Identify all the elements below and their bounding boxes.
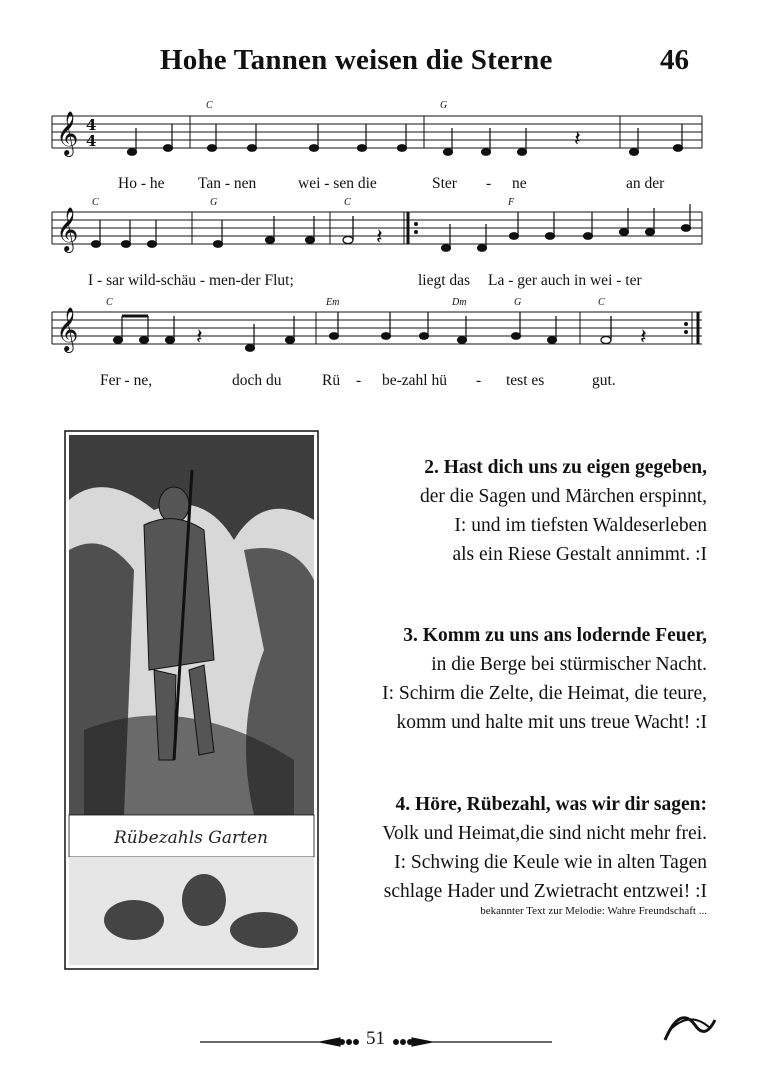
staff-line-3 <box>52 312 702 344</box>
chord: Dm <box>452 297 467 308</box>
stanza-line: komm und halte mit uns treue Wacht! :I <box>396 712 707 733</box>
lyric: an der <box>626 175 665 192</box>
stanza-line: I: Schwing die Keule wie in alten Tagen <box>394 852 707 873</box>
svg-text:𝄽: 𝄽 <box>196 325 203 350</box>
sheet-music <box>0 0 762 400</box>
chord: C <box>598 297 605 308</box>
lyric: Tan - nen <box>198 175 257 192</box>
lyric: - <box>356 372 362 389</box>
stanza-line: der die Sagen und Märchen erspinnt, <box>420 486 707 507</box>
lyric: liegt das <box>418 272 471 289</box>
stanza-3 <box>382 621 707 737</box>
stanza-4 <box>382 790 707 906</box>
illustration-caption: Rübezahls Garten <box>114 828 268 848</box>
treble-clef-icon: 𝄞 <box>56 207 79 251</box>
chord: C <box>344 197 351 208</box>
lyric: wei - sen die <box>298 175 377 192</box>
stanza-line: 4. Höre, Rübezahl, was wir dir sagen: <box>395 794 707 815</box>
svg-text:4: 4 <box>86 116 97 134</box>
page-number: 51 <box>366 1028 385 1049</box>
lyric: - <box>486 175 492 192</box>
chord: G <box>514 297 522 308</box>
lyric: - <box>476 372 482 389</box>
stanza-line: I: und im tiefsten Waldeserleben <box>454 515 707 536</box>
lyric: doch du <box>232 372 282 389</box>
flourish-icon <box>660 1000 720 1050</box>
stanza-line: Volk und Heimat,die sind nicht mehr frei. <box>382 823 707 844</box>
svg-text:𝄽: 𝄽 <box>640 325 647 350</box>
chord: G <box>210 197 218 208</box>
stanza-line: I: Schirm die Zelte, die Heimat, die teure, <box>382 683 707 704</box>
stanza-line: in die Berge bei stürmischer Nacht. <box>431 654 707 675</box>
treble-clef-icon: 𝄞 <box>56 307 79 351</box>
song-number: 46 <box>660 44 689 76</box>
staff-line-1 <box>52 116 702 148</box>
svg-text:𝄽: 𝄽 <box>376 225 383 250</box>
song-title: Hohe Tannen weisen die Sterne <box>160 44 553 76</box>
lyric: test es <box>506 372 545 389</box>
chord: G <box>440 100 448 111</box>
lyric: I - sar wild-schäu - men-der Flut; <box>88 272 294 289</box>
stanza-2 <box>420 453 707 569</box>
svg-text:4: 4 <box>86 132 97 150</box>
chord: C <box>106 297 113 308</box>
treble-clef-icon: 𝄞 <box>56 111 79 155</box>
stanza-line: schlage Hader und Zwietracht entzwei! :I <box>383 881 707 902</box>
ruebezahl-illustration <box>64 430 319 970</box>
chord: C <box>92 197 99 208</box>
lyric: Ho - he <box>118 175 165 192</box>
lyric: gut. <box>592 372 616 389</box>
stanza-line: 2. Hast dich uns zu eigen gegeben, <box>424 457 707 478</box>
stanza-line: 3. Komm zu uns ans lodernde Feuer, <box>403 625 707 646</box>
melody-credit: bekannter Text zur Melodie: Wahre Freundschaft ... <box>480 905 707 917</box>
lyric: La - ger auch in wei - ter <box>488 272 642 289</box>
svg-text:𝄽: 𝄽 <box>574 127 581 152</box>
lyric: be-zahl hü <box>382 372 447 389</box>
lyric: ne <box>512 175 527 192</box>
lyric: Rü <box>322 372 341 389</box>
lyric: Fer - ne, <box>100 372 153 389</box>
stanza-line: als ein Riese Gestalt annimmt. :I <box>452 544 707 565</box>
chord: F <box>508 197 515 208</box>
chord: C <box>206 100 213 111</box>
chord: Em <box>326 297 340 308</box>
lyric: Ster <box>432 175 457 192</box>
